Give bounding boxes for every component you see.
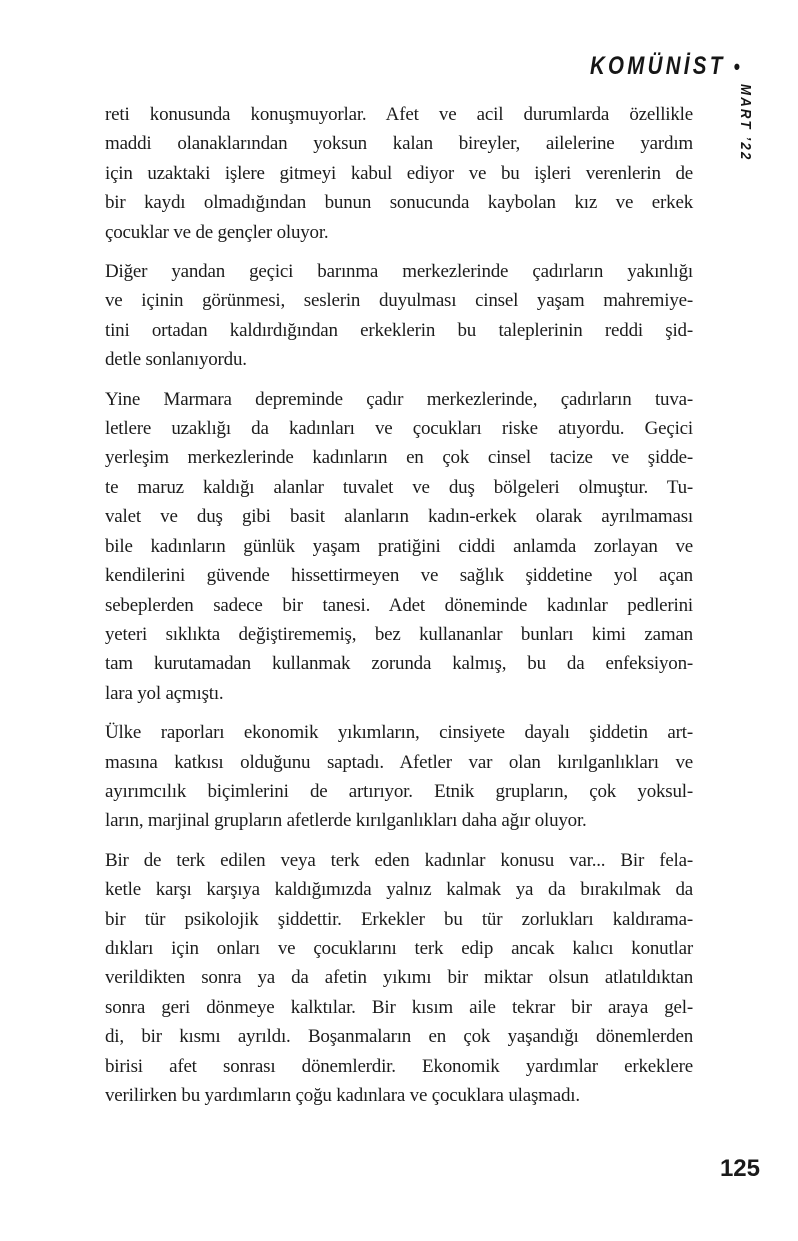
text-line: letlere uzaklığı da kadınları ve çocukları riske atıyordu. Geçici	[105, 418, 693, 440]
text-line: di, bir kısmı ayrıldı. Boşanmaların en çok yaşandığı dönemlerden	[105, 1026, 693, 1048]
text-line: masına katkısı olduğunu saptadı. Afetler var olan kırılganlıkları ve	[105, 751, 693, 773]
text-line: te maruz kaldığı alanlar tuvalet ve duş bölgeleri olmuştur. Tu-	[105, 476, 693, 498]
paragraph	[105, 100, 693, 247]
page-body-text	[105, 100, 693, 1110]
text-line: sonra geri dönmeye kalktılar. Bir kısım aile tekrar bir araya gel-	[105, 996, 693, 1018]
text-line: yerleşim merkezlerinde kadınların en çok cinsel tacize ve şidde-	[105, 447, 693, 469]
text-line: verildikten sonra ya da afetin yıkımı bir miktar olsun atlatıldıktan	[105, 967, 693, 989]
text-line: Yine Marmara depreminde çadır merkezlerinde, çadırların tuva-	[105, 388, 693, 410]
text-line: lara yol açmıştı.	[105, 682, 224, 704]
bullet-icon: •	[733, 53, 740, 79]
text-line: Diğer yandan geçici barınma merkezlerinde çadırların yakınlığı	[105, 261, 693, 283]
text-line: dıkları için onları ve çocuklarını terk edip ancak kalıcı konutlar	[105, 937, 693, 959]
text-line: sebeplerden sadece bir tanesi. Adet döneminde kadınlar pedlerini	[105, 594, 693, 616]
text-line: birisi afet sonrası dönemlerdir. Ekonomik yardımlar erkeklere	[105, 1055, 693, 1077]
text-line: reti konusunda konuşmuyorlar. Afet ve acil durumlarda özellikle	[105, 104, 693, 125]
text-line: kendilerini güvende hissettirmeyen ve sağlık şiddetine yol açan	[105, 565, 693, 587]
masthead	[590, 52, 740, 81]
text-line: ve içinin görünmesi, seslerin duyulması cinsel yaşam mahremiye-	[105, 290, 693, 312]
paragraph	[105, 385, 693, 708]
text-line: Ülke raporları ekonomik yıkımların, cinsiyete dayalı şiddetin art-	[105, 722, 693, 744]
text-line: ların, marjinal grupların afetlerde kırılganlıkları daha ağır oluyor.	[105, 810, 587, 832]
paragraph	[105, 718, 693, 836]
text-line: verilirken bu yardımların çoğu kadınlara ve çocuklara ulaşmadı.	[105, 1085, 580, 1106]
text-line: yeteri sıklıkta değiştirememiş, bez kullananlar bunları kimi zaman	[105, 623, 693, 645]
text-line: için uzaktaki işlere gitmeyi kabul ediyor ve bu işleri verenlerin de	[105, 162, 693, 184]
page-number: 125	[719, 1155, 760, 1182]
journal-title: KOMÜNİST	[589, 52, 726, 80]
text-line: Bir de terk edilen veya terk eden kadınlar konusu var... Bir fela-	[105, 849, 693, 871]
text-line: detle sonlanıyordu.	[105, 349, 247, 371]
text-line: bir kaydı olmadığından bunun sonucunda kaybolan kız ve erkek	[105, 192, 693, 214]
text-line: çocuklar ve de gençler oluyor.	[105, 221, 329, 243]
issue-date-vertical: MART ’22	[737, 84, 754, 162]
text-line: bir tür psikolojik şiddettir. Erkekler bu tür zorlukları kaldırama-	[105, 908, 693, 930]
text-line: valet ve duş gibi basit alanların kadın-erkek olarak ayrılmaması	[105, 506, 693, 528]
paragraph	[105, 846, 693, 1111]
text-line: tam kurutamadan kullanmak zorunda kalmış, bu da enfeksiyon-	[105, 653, 693, 675]
text-line: maddi olanaklarından yoksun kalan bireyler, ailelerine yardım	[105, 133, 693, 155]
text-line: ayırımcılık biçimlerini de artırıyor. Etnik grupların, çok yoksul-	[105, 780, 693, 802]
text-line: ketle karşı karşıya kaldığımızda yalnız kalmak ya da bırakılmak da	[105, 879, 693, 901]
text-line: tini ortadan kaldırdığından erkeklerin bu taleplerinin reddi şid-	[105, 319, 693, 341]
paragraph	[105, 257, 693, 375]
text-line: bile kadınların günlük yaşam pratiğini ciddi anlamda zorlayan ve	[105, 535, 693, 557]
